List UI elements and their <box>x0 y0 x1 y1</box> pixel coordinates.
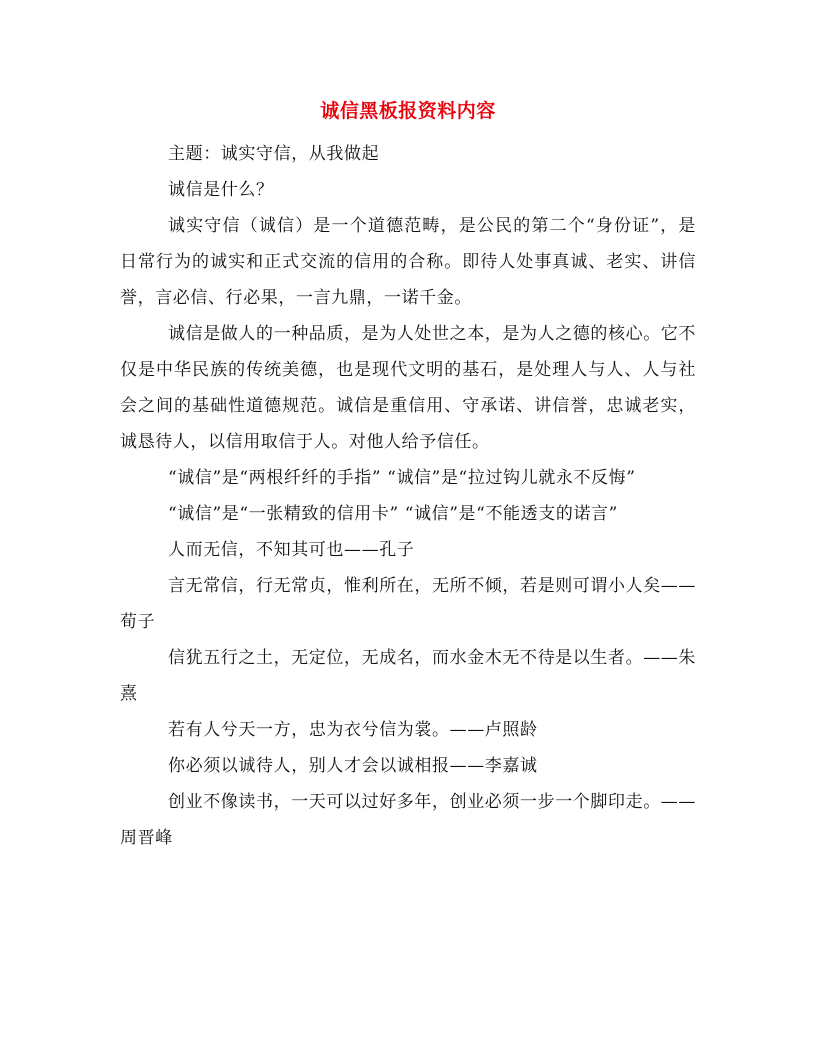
definition-paragraph: 诚实守信（诚信）是一个道德范畴，是公民的第二个“身份证”，是日常行为的诚实和正式交流的信用的合称。即待人处事真诚、老实、讲信誉，言必信、行必果，一言九鼎，一诺千金。 <box>120 216 696 308</box>
quote-luzhaoling: 若有人兮天一方，忠为衣兮信为裳。——卢照龄 <box>168 720 538 740</box>
quote-zhuxi: 信犹五行之土，无定位，无成名，而水金木无不待是以生者。——朱熹 <box>120 648 696 704</box>
quote-confucius: 人而无信，不知其可也——孔子 <box>168 540 415 560</box>
question-heading: 诚信是什么？ <box>168 180 274 200</box>
document-title: 诚信黑板报资料内容 <box>320 100 496 122</box>
metaphor-line-2: “诚信”是“一张精致的信用卡” “诚信”是“不能透支的诺言” <box>168 504 618 524</box>
quote-zhoujinfeng: 创业不像读书，一天可以过好多年，创业必须一步一个脚印走。——周晋峰 <box>120 792 696 848</box>
metaphor-line-1: “诚信”是“两根纤纤的手指” “诚信”是“拉过钩儿就永不反悔” <box>168 468 636 488</box>
theme-line: 主题：诚实守信，从我做起 <box>168 144 380 164</box>
document-body <box>120 96 696 856</box>
quote-lijiacheng: 你必须以诚待人，别人才会以诚相报——李嘉诚 <box>168 756 538 776</box>
quality-paragraph: 诚信是做人的一种品质，是为人处世之本，是为人之德的核心。它不仅是中华民族的传统美德，也是现代文明的基石，是处理人与人、人与社会之间的基础性道德规范。诚信是重信用、守承诺、讲信誉，忠诚老实，诚恳待人，以信用取信于人。对他人给予信任。 <box>120 324 696 452</box>
quote-xunzi: 言无常信，行无常贞，惟利所在，无所不倾，若是则可谓小人矣——荀子 <box>120 576 696 632</box>
